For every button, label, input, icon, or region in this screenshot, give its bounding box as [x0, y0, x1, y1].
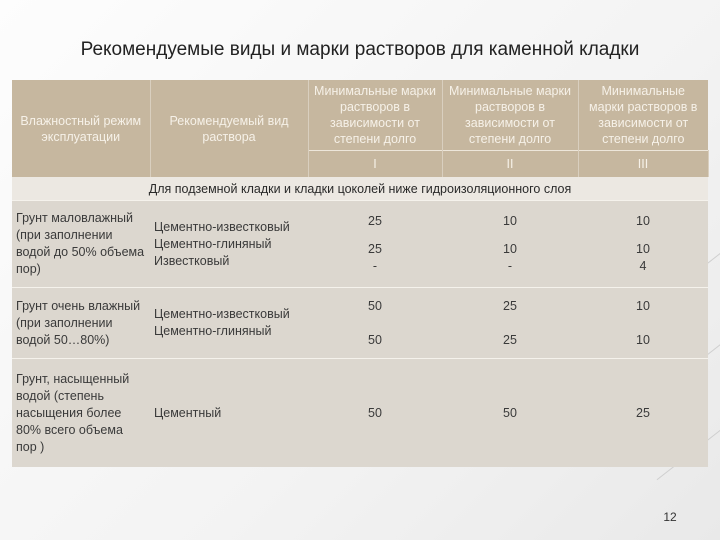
mortar-type: Цементно-глиняный	[154, 236, 272, 251]
grade-cell	[442, 288, 578, 359]
mortar-type: Цементный	[154, 405, 222, 420]
condition-cell: Грунт маловлажный (при заполнении водой до 50% объема пор)	[12, 201, 150, 288]
grade-value: 10	[636, 298, 650, 313]
grade-value: 4	[639, 259, 647, 273]
mortar-table	[12, 80, 709, 467]
header-degree-1: I	[308, 151, 442, 178]
grade-cell: 50	[442, 359, 578, 468]
grade-value: -	[372, 259, 378, 273]
mortar-cell	[150, 288, 308, 359]
header-humidity-mode: Влажностный режим эксплуатации	[12, 80, 150, 177]
header-min-grade-3: Минимальные марки растворов в зависимости от степени долго	[578, 80, 708, 151]
grade-value: 10	[503, 242, 517, 256]
grade-cell	[308, 288, 442, 359]
table-row	[12, 288, 708, 359]
mortar-type: Цементно-глиняный	[154, 324, 272, 338]
header-degree-2: II	[442, 151, 578, 178]
header-min-grade-2: Минимальные марки растворов в зависимости от степени долго	[442, 80, 578, 151]
grade-cell: 50	[308, 359, 442, 468]
table-row	[12, 359, 708, 468]
header-degree-3: III	[578, 151, 708, 178]
condition-cell: Грунт очень влажный (при заполнении водой 50…80%)	[12, 288, 150, 359]
grade-value: 50	[368, 298, 382, 313]
condition-cell: Грунт, насыщенный водой (степень насыщения более 80% всего объема пор )	[12, 359, 150, 468]
header-mortar-type: Рекомендуемый вид раствора	[150, 80, 308, 177]
mortar-cell	[150, 359, 308, 468]
section-title: Для подземной кладки и кладки цоколей ниже гидроизоляционного слоя	[12, 177, 708, 201]
grade-value: 10	[636, 332, 650, 347]
mortar-type: Цементно-известковый	[154, 219, 290, 234]
grade-cell	[578, 288, 708, 359]
page-title: Рекомендуемые виды и марки растворов для каменной кладки	[80, 39, 640, 60]
grade-value: 25	[503, 332, 517, 347]
grade-value: 25	[368, 214, 382, 228]
grade-cell	[308, 201, 442, 288]
grade-cell	[442, 201, 578, 288]
grade-value: 10	[636, 242, 650, 256]
grade-value: 10	[503, 214, 517, 228]
mortar-cell	[150, 201, 308, 288]
grade-value: 25	[503, 298, 517, 313]
table-row	[12, 201, 708, 288]
grade-value: 50	[368, 332, 382, 347]
page-number: 12	[663, 510, 677, 524]
grade-value: 25	[368, 242, 382, 256]
grade-cell	[578, 201, 708, 288]
grade-cell: 25	[578, 359, 708, 468]
grade-value: -	[507, 259, 513, 273]
grade-value: 10	[636, 214, 650, 228]
mortar-type: Цементно-известковый	[154, 307, 290, 321]
mortar-type: Известковый	[154, 253, 230, 268]
header-min-grade-1: Минимальные марки растворов в зависимости от степени долго	[308, 80, 442, 151]
